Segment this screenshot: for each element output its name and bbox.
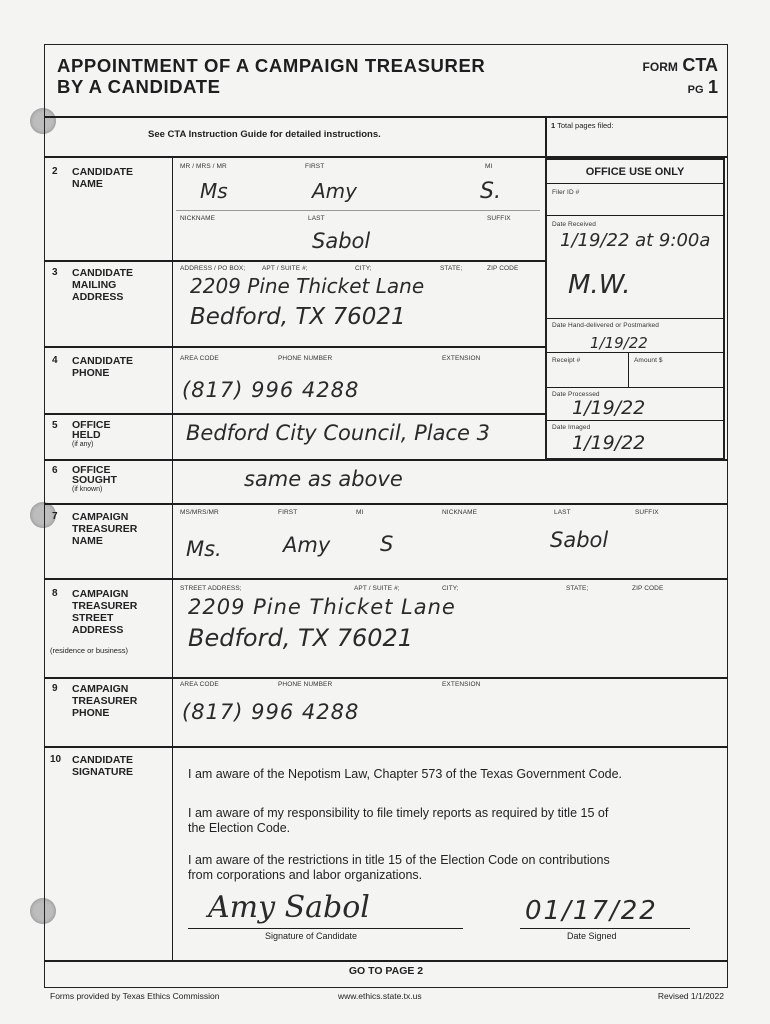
section-number: 3 (52, 267, 58, 278)
date-hand-delivered-value: 1/19/22 (590, 334, 648, 352)
label-line: NAME (72, 178, 103, 190)
statement-line: I am aware of the restrictions in title 15 of the Election Code on contributions (188, 853, 610, 867)
label-line: MAILING (72, 279, 117, 291)
divider (545, 420, 725, 421)
date-signed-line (520, 928, 690, 929)
page-number: 1 (707, 77, 718, 97)
field-header: MS/MRS/MR (180, 509, 219, 516)
total-pages-num: 1 (551, 121, 556, 130)
label-line: OFFICE (72, 464, 111, 476)
divider (44, 459, 728, 461)
divider (44, 413, 546, 415)
form-title (57, 55, 485, 97)
divider (545, 183, 725, 184)
field-header: MI (485, 163, 493, 170)
field-header: NICKNAME (180, 215, 216, 222)
candidate-address-line2[interactable]: Bedford, TX 76021 (190, 304, 406, 330)
divider (628, 352, 629, 387)
label-line: HELD (72, 429, 101, 441)
field-header: NICKNAME (442, 509, 478, 516)
receipt-label: Receipt # (552, 357, 581, 364)
field-header: EXTENSION (442, 681, 481, 688)
field-header: STATE; (440, 265, 463, 272)
treasurer-phone-field[interactable]: (817) 996 4288 (182, 700, 360, 724)
divider (44, 677, 728, 679)
section-label (72, 588, 137, 636)
label-line: ADDRESS (72, 291, 124, 303)
form-title-line1: APPOINTMENT OF A CAMPAIGN TREASURER (57, 55, 486, 76)
section-number: 8 (52, 588, 58, 599)
label-line: PHONE (72, 367, 110, 379)
label-line: SIGNATURE (72, 766, 134, 778)
label-line: OFFICE (72, 419, 111, 431)
label-line: (if any) (72, 441, 94, 448)
amount-label: Amount $ (634, 357, 663, 364)
section-number: 9 (52, 683, 58, 694)
section-number: 10 (50, 754, 62, 765)
label-line: CAMPAIGN (72, 511, 129, 523)
field-header: LAST (308, 215, 325, 222)
divider (545, 158, 725, 160)
divider (44, 578, 728, 580)
field-header: ZIP CODE (632, 585, 664, 592)
divider (545, 387, 725, 388)
treasurer-last-name-field[interactable]: Sabol (550, 528, 609, 552)
section-number: 4 (52, 355, 58, 366)
label-line: ADDRESS (72, 624, 124, 636)
date-signed-label: Date Signed (567, 931, 617, 941)
section-label (72, 355, 133, 379)
divider (44, 960, 728, 962)
label-line: TREASURER (72, 695, 138, 707)
form-code-value: CTA (682, 55, 718, 75)
section-label (72, 683, 137, 719)
section-number: 7 (52, 511, 58, 522)
candidate-first-name-field[interactable]: Amy (312, 179, 357, 203)
section-label-note: (residence or business) (50, 646, 128, 655)
total-pages-label: Total pages filed: (557, 121, 614, 130)
field-header: STREET ADDRESS; (180, 585, 242, 592)
field-header: STATE; (566, 585, 589, 592)
label-line: CANDIDATE (72, 166, 134, 178)
divider (44, 116, 728, 118)
divider (176, 210, 540, 211)
treasurer-mi-field[interactable]: S (380, 532, 394, 556)
divider (545, 352, 725, 353)
treasurer-address-line1[interactable]: 2209 Pine Thicket Lane (188, 595, 456, 619)
divider (44, 260, 546, 262)
divider (545, 318, 725, 319)
label-line: CAMPAIGN (72, 683, 129, 695)
date-received-label: Date Received (552, 221, 596, 228)
label-line: TREASURER (72, 523, 138, 535)
label-line: SOUGHT (72, 474, 117, 486)
label-line: STREET (72, 612, 114, 624)
total-pages-field[interactable] (551, 121, 613, 130)
label-line: CANDIDATE (72, 754, 134, 766)
signature-line (188, 928, 463, 929)
form-prefix: FORM (642, 60, 678, 74)
field-header: MR / MRS / MR (180, 163, 227, 170)
section-number: 2 (52, 166, 58, 177)
footer-website-link[interactable]: www.ethics.state.tx.us (338, 991, 422, 1001)
page-prefix: PG (687, 84, 704, 96)
label-line: TREASURER (72, 600, 138, 612)
field-header: PHONE NUMBER (278, 355, 333, 362)
field-header: FIRST (278, 509, 298, 516)
office-sought-field[interactable]: same as above (244, 467, 403, 491)
field-header: LAST (554, 509, 571, 516)
label-line: CANDIDATE (72, 267, 134, 279)
date-processed-label: Date Processed (552, 391, 600, 398)
candidate-signature[interactable]: Amy Sabol (208, 890, 370, 925)
responsibility-statement (188, 806, 608, 836)
office-held-field[interactable]: Bedford City Council, Place 3 (186, 421, 490, 445)
footer-revised: Revised 1/1/2022 (657, 991, 724, 1001)
field-header: PHONE NUMBER (278, 681, 333, 688)
label-line: (if known) (72, 486, 103, 493)
field-header: ADDRESS / PO BOX; (180, 265, 246, 272)
field-header: AREA CODE (180, 355, 219, 362)
treasurer-address-line2[interactable]: Bedford, TX 76021 (188, 624, 414, 652)
field-header: APT / SUITE #; (262, 265, 308, 272)
field-header: CITY; (442, 585, 459, 592)
signature-label: Signature of Candidate (265, 931, 358, 941)
candidate-address-line1[interactable]: 2209 Pine Thicket Lane (190, 274, 425, 298)
treasurer-first-name-field[interactable]: Amy (283, 533, 331, 557)
divider (172, 156, 173, 961)
field-header: CITY; (355, 265, 372, 272)
label-line: CAMPAIGN (72, 588, 129, 600)
candidate-phone-field[interactable]: (817) 996 4288 (182, 378, 360, 402)
field-header: FIRST (305, 163, 325, 170)
field-header: EXTENSION (442, 355, 481, 362)
date-imaged-value: 1/19/22 (572, 432, 646, 454)
field-header: ZIP CODE (487, 265, 519, 272)
candidate-title-field[interactable]: Ms (200, 179, 228, 203)
divider (44, 503, 728, 505)
section-label (72, 267, 133, 303)
restrictions-statement (188, 853, 610, 883)
field-header: APT / SUITE #; (354, 585, 400, 592)
statement-line: from corporations and labor organizations. (188, 868, 423, 882)
date-processed-value: 1/19/22 (572, 397, 646, 419)
section-label (72, 511, 137, 547)
divider (44, 346, 546, 348)
divider (44, 746, 728, 748)
section-label (72, 166, 133, 190)
instructions-text: See CTA Instruction Guide for detailed instructions. (148, 129, 381, 140)
section-label (72, 754, 133, 778)
date-received-value: 1/19/22 at 9:00a (560, 230, 711, 251)
date-signed-field[interactable]: 01/17/22 (525, 896, 658, 926)
filer-id-label: Filer ID # (552, 189, 580, 196)
date-imaged-label: Date Imaged (552, 424, 591, 431)
treasurer-title-field[interactable]: Ms. (186, 537, 222, 561)
label-line: PHONE (72, 707, 110, 719)
section-number: 6 (52, 465, 58, 476)
label-line: NAME (72, 535, 103, 547)
divider (545, 116, 547, 156)
staff-initials: M.W. (568, 270, 631, 300)
field-header: MI (356, 509, 364, 516)
candidate-mi-field[interactable]: S. (480, 179, 501, 204)
statement-line: the Election Code. (188, 821, 291, 835)
footer-provider: Forms provided by Texas Ethics Commission (50, 991, 220, 1001)
divider (545, 215, 725, 216)
section-label (72, 465, 117, 495)
candidate-last-name-field[interactable]: Sabol (312, 229, 371, 253)
field-header: SUFFIX (635, 509, 659, 516)
field-header: SUFFIX (487, 215, 511, 222)
form-title-line2: BY A CANDIDATE (57, 76, 221, 97)
office-use-title: OFFICE USE ONLY (585, 166, 685, 178)
label-line: CANDIDATE (72, 355, 134, 367)
section-number: 5 (52, 420, 58, 431)
statement-line: I am aware of my responsibility to file timely reports as required by title 15 of (188, 806, 609, 820)
goto-page-2-link[interactable]: GO TO PAGE 2 (348, 965, 424, 977)
form-code (643, 55, 718, 100)
field-header: AREA CODE (180, 681, 219, 688)
nepotism-statement: I am aware of the Nepotism Law, Chapter 573 of the Texas Government Code. (188, 767, 623, 781)
section-label (72, 420, 111, 450)
date-hand-delivered-label: Date Hand-delivered or Postmarked (552, 322, 659, 329)
